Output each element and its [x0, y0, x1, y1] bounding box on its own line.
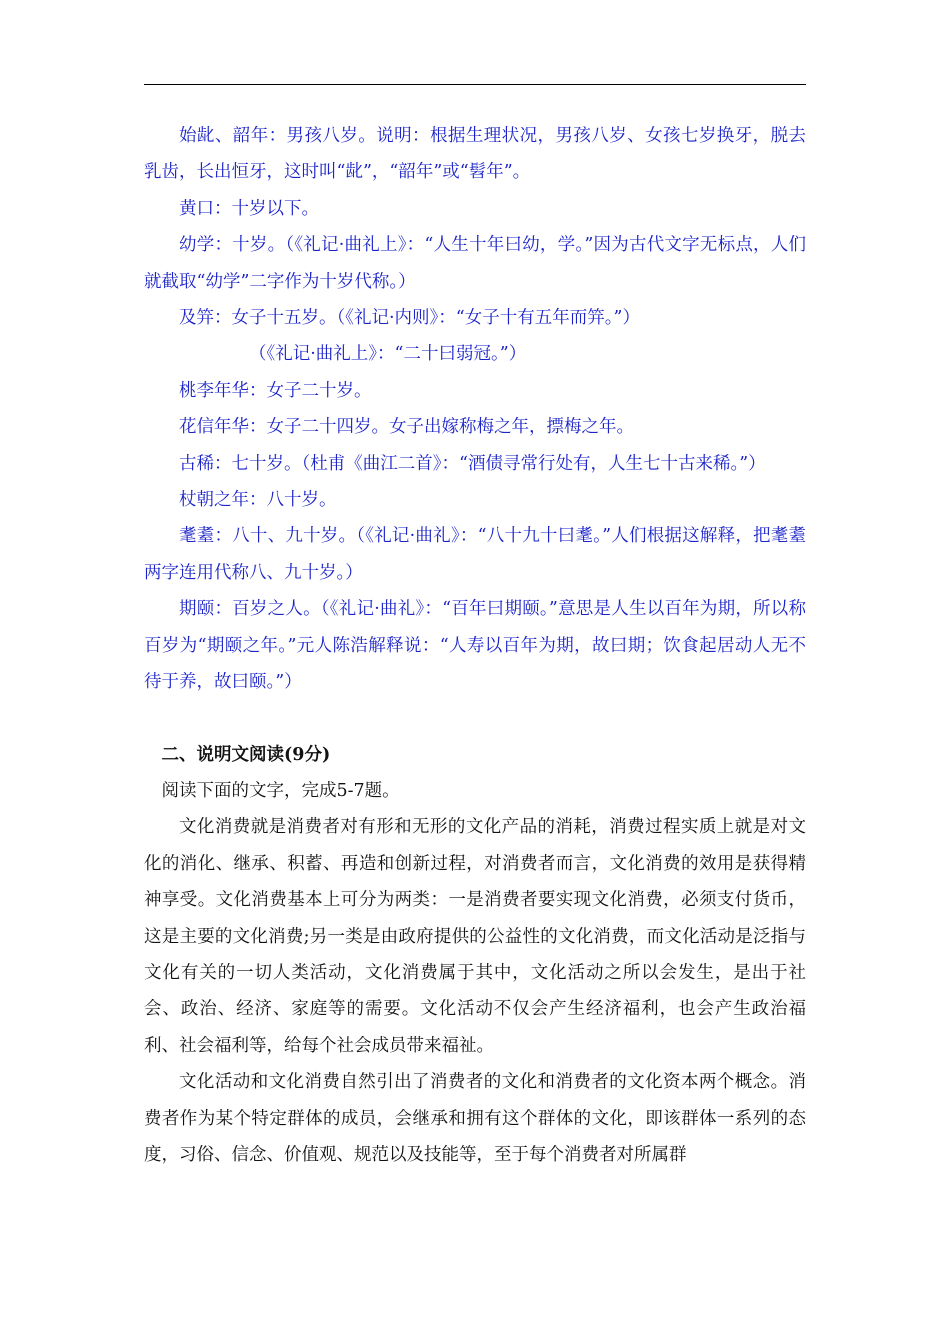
section-instruction: 阅读下面的文字，完成5-7题。 [161, 780, 400, 801]
reading-section [144, 737, 806, 1174]
age-terms-list [144, 118, 806, 701]
section-heading: 二、说明文阅读(9分) [161, 744, 331, 765]
page-content [144, 118, 806, 1173]
age-term-huaxin: 花信年华：女子二十四岁。女子出嫁称梅之年，摽梅之年。 [179, 417, 634, 438]
age-term-taoli: 桃李年华：女子二十岁。 [179, 380, 372, 401]
header-rule [144, 84, 806, 85]
age-term-guxi: 古稀：七十岁。（杜甫《曲江二首》：“酒债寻常行处有，人生七十古来稀。”） [179, 453, 766, 474]
age-term-huangkou: 黄口：十岁以下。 [179, 198, 319, 219]
age-term-zhangchao: 杖朝之年：八十岁。 [179, 490, 337, 511]
age-term-maodie: 耄耋：八十、九十岁。（《礼记·曲礼》：“八十九十曰耄。”人们根据这解释，把耄耋两字连用代称八、九十岁。） [144, 526, 806, 583]
age-term-ruoguan-quote: （《礼记·曲礼上》：“二十曰弱冠。”） [249, 344, 527, 365]
age-term-jiji: 及笄：女子十五岁。（《礼记·内则》：“女子十有五年而笄。”） [179, 308, 640, 329]
age-term-qiyi: 期颐：百岁之人。（《礼记·曲礼》：“百年曰期颐。”意思是人生以百年为期，所以称百岁为“期颐之年。”元人陈浩解释说：“人寿以百年为期，故曰期；饮食起居动人无不待于养，故曰颐。”） [144, 599, 806, 693]
article-paragraph: 文化消费就是消费者对有形和无形的文化产品的消耗，消费过程实质上就是对文化的消化、继承、积蓄、再造和创新过程，对消费者而言，文化消费的效用是获得精神享受。文化消费基本上可分为两类：一是消费者要实现文化消费，必须支付货币，这是主要的文化消费;另一类是由政府提供的公益性的文化消费，而文化活动是泛指与文化有关的一切人类活动，文化消费属于其中，文化活动之所以会发生，是出于社会、政治、经济、家庭等的需要。文化活动不仅会产生经济福利，也会产生政治福利、社会福利等，给每个社会成员带来福祉。 [144, 817, 806, 1056]
age-term-youxue: 幼学：十岁。（《礼记·曲礼上》：“人生十年曰幼，学。”因为古代文字无标点，人们就截取“幼学”二字作为十岁代称。） [144, 235, 806, 292]
article-paragraph: 文化活动和文化消费自然引出了消费者的文化和消费者的文化资本两个概念。消费者作为某个特定群体的成员，会继承和拥有这个群体的文化，即该群体一系列的态度，习俗、信念、价值观、规范以及技能等，至于每个消费者对所属群 [144, 1072, 806, 1165]
age-term-shichen: 始龀、韶年：男孩八岁。说明：根据生理状况，男孩八岁、女孩七岁换牙，脱去乳齿，长出恒牙，这时叫“龀”，“韶年”或“髫年”。 [144, 126, 806, 183]
